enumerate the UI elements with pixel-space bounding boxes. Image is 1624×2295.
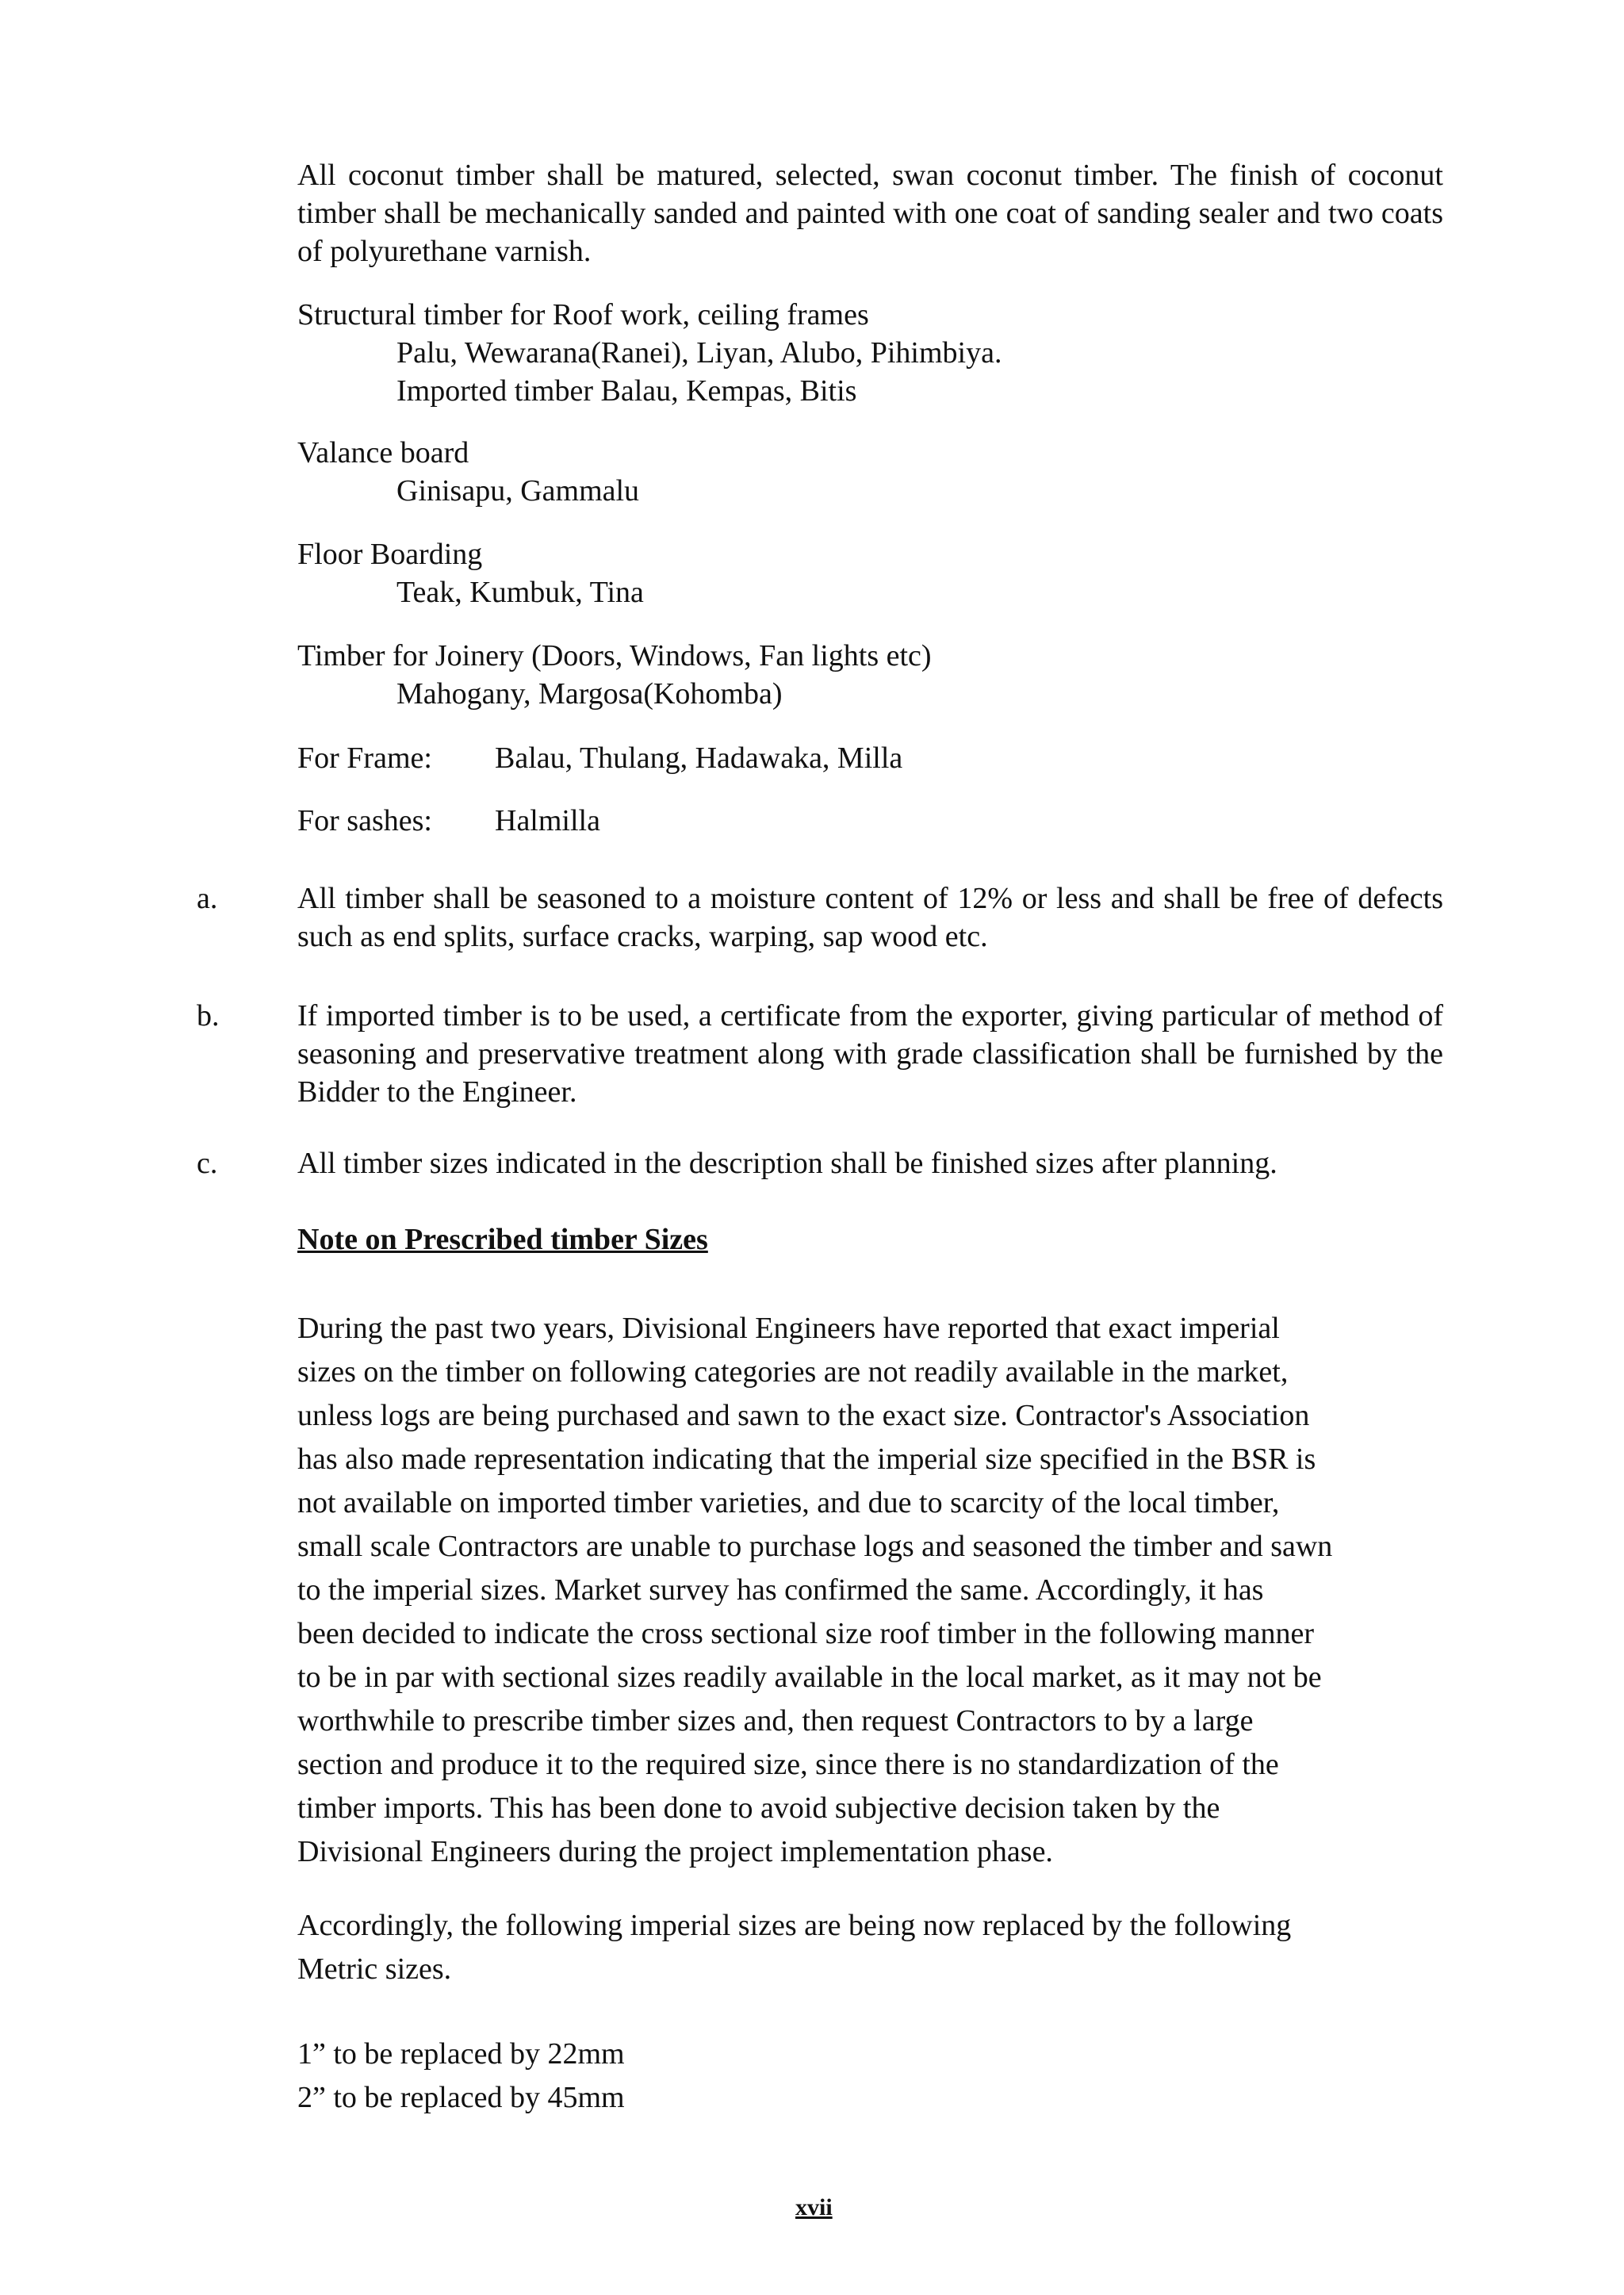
sashes-label: For sashes:: [297, 804, 432, 837]
note-line: small scale Contractors are unable to purchase logs and seasoned the timber and sawn: [297, 1530, 1333, 1563]
accordingly-line: Accordingly, the following imperial sizes are being now replaced by the following: [297, 1909, 1292, 1942]
note-line: During the past two years, Divisional Engineers have reported that exact imperial: [297, 1312, 1280, 1345]
clause-text: If imported timber is to be used, a certificate from the exporter, giving particular of method of seasoning and preservative treatment along with grade classification shall be furnished by the Bidder to the Engineer.: [297, 999, 1443, 1109]
frame-label: For Frame:: [297, 741, 432, 775]
accordingly-paragraph: [297, 1904, 1455, 1991]
note-line: has also made representation indicating that the imperial size specified in the BSR is: [297, 1443, 1316, 1476]
timber-group-heading: Floor Boarding: [297, 538, 483, 571]
note-line: Divisional Engineers during the project implementation phase.: [297, 1835, 1053, 1868]
frame-value: Balau, Thulang, Hadawaka, Milla: [495, 741, 903, 775]
sashes-value: Halmilla: [495, 804, 600, 837]
clause-text: All timber sizes indicated in the description shall be finished sizes after planning.: [297, 1147, 1277, 1180]
clause-label: b.: [197, 999, 220, 1033]
note-line: been decided to indicate the cross sectional size roof timber in the following manner: [297, 1617, 1315, 1650]
clause-text: All timber shall be seasoned to a moisture content of 12% or less and shall be free of defects such as end splits, surface cracks, warping, sap wood etc.: [297, 882, 1443, 953]
note-paragraph: [297, 1307, 1455, 1874]
note-line: worthwhile to prescribe timber sizes and, then request Contractors to by a large: [297, 1704, 1254, 1738]
page-number: xvii: [795, 2194, 833, 2220]
intro-paragraph: All coconut timber shall be matured, selected, swan coconut timber. The finish of coconut timber shall be mechanically sanded and painted with one coat of sanding sealer and two coats of polyurethane varnish.: [297, 159, 1443, 268]
timber-species-line: Ginisapu, Gammalu: [396, 474, 640, 508]
timber-group-valance: [297, 434, 1443, 510]
note-line: to be in par with sectional sizes readily available in the local market, as it may not be: [297, 1661, 1322, 1694]
accordingly-line: Metric sizes.: [297, 1952, 452, 1986]
timber-species-line: Palu, Wewarana(Ranei), Liyan, Alubo, Pihimbiya.: [396, 336, 1002, 370]
timber-group-heading: Valance board: [297, 436, 469, 469]
clause-label: a.: [197, 882, 218, 915]
note-line: to the imperial sizes. Market survey has confirmed the same. Accordingly, it has: [297, 1573, 1264, 1607]
timber-species-line: Teak, Kumbuk, Tina: [396, 576, 644, 609]
replacement-list: [297, 2033, 1455, 2120]
note-line: not available on imported timber varieties, and due to scarcity of the local timber,: [297, 1486, 1280, 1519]
note-line: timber imports. This has been done to avoid subjective decision taken by the: [297, 1791, 1220, 1825]
timber-species-line: Imported timber Balau, Kempas, Bitis: [396, 374, 857, 408]
note-line: section and produce it to the required size, since there is no standardization of the: [297, 1748, 1279, 1781]
timber-group-joinery: [297, 637, 1443, 713]
note-heading: Note on Prescribed timber Sizes: [297, 1223, 708, 1256]
note-line: unless logs are being purchased and sawn to the exact size. Contractor's Association: [297, 1399, 1310, 1432]
timber-species-line: Mahogany, Margosa(Kohomba): [396, 677, 783, 711]
timber-group-heading: Timber for Joinery (Doors, Windows, Fan lights etc): [297, 639, 932, 672]
timber-group-structural: [297, 296, 1443, 410]
replacement-item: 1” to be replaced by 22mm: [297, 2037, 625, 2071]
note-line: sizes on the timber on following categories are not readily available in the market,: [297, 1355, 1289, 1389]
timber-group-heading: Structural timber for Roof work, ceiling frames: [297, 298, 869, 331]
replacement-item: 2” to be replaced by 45mm: [297, 2081, 625, 2114]
clause-label: c.: [197, 1147, 218, 1180]
timber-group-floor: [297, 535, 1443, 611]
